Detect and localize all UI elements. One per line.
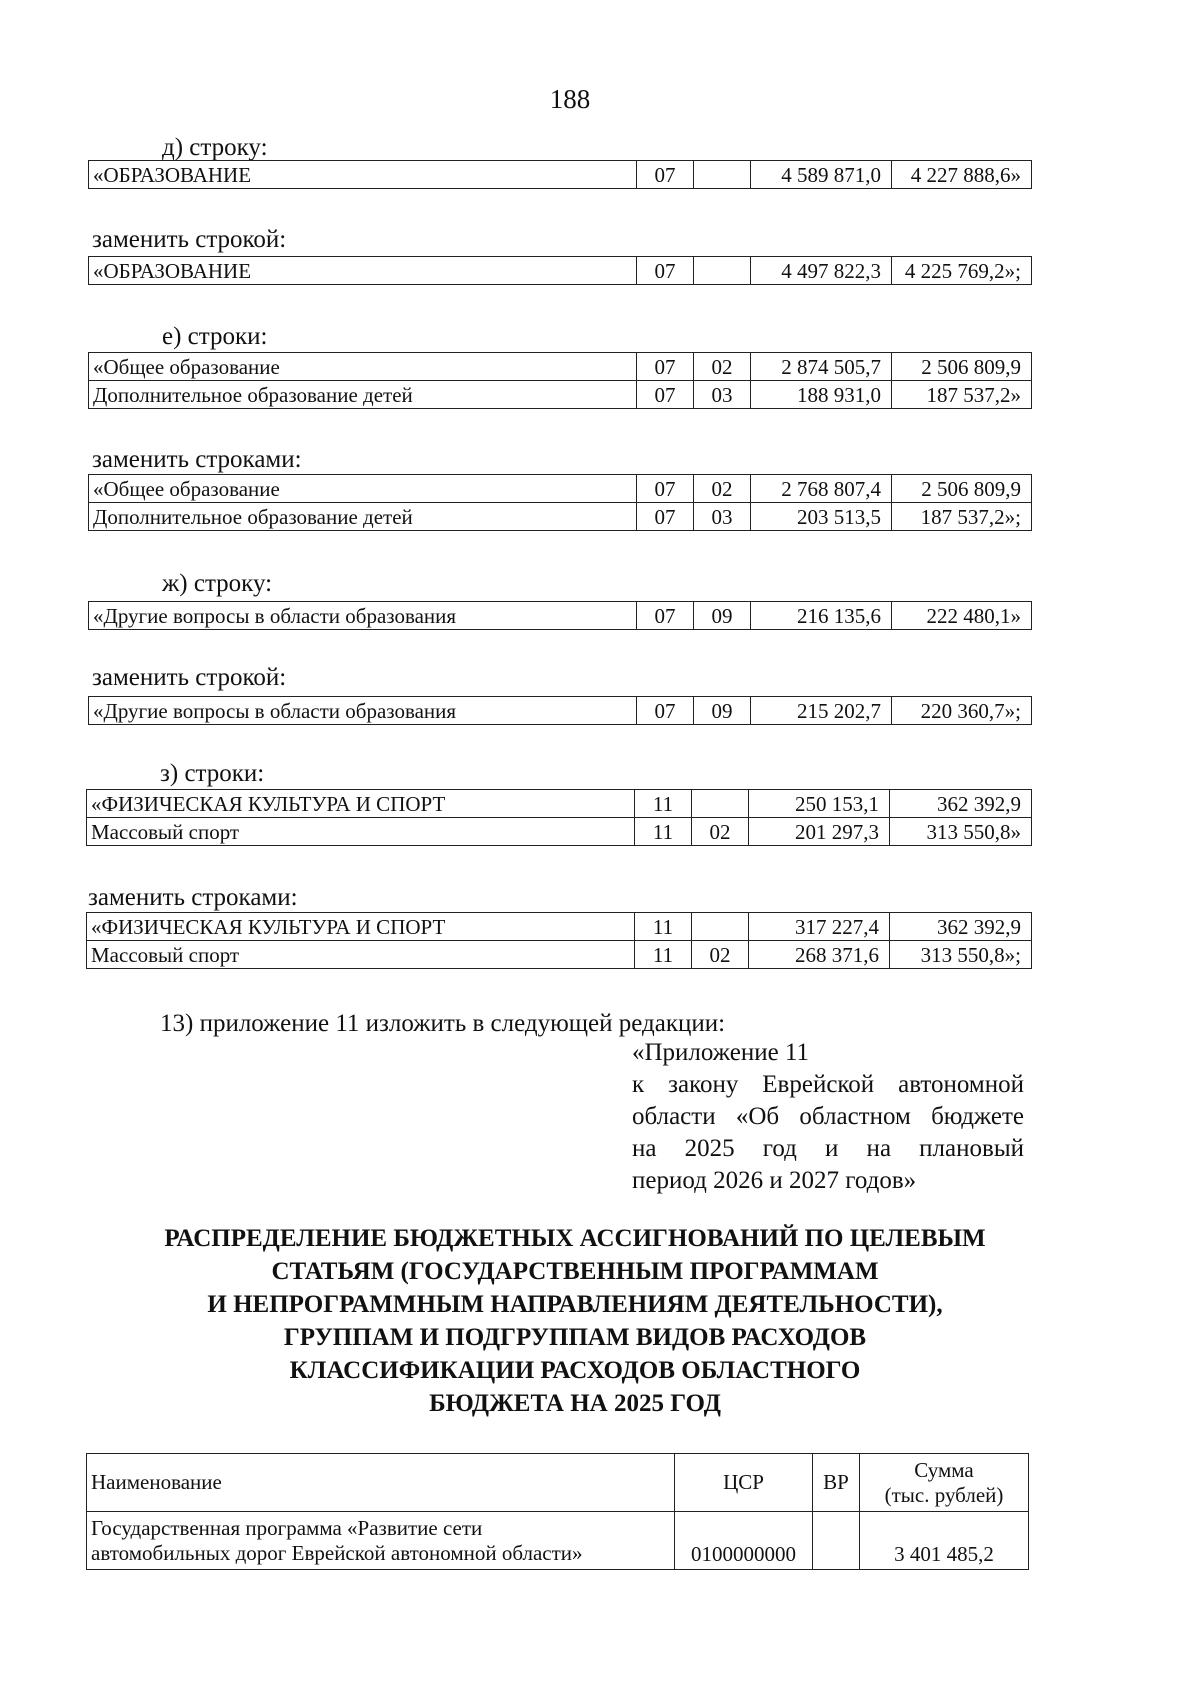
table-row [87,913,1032,941]
amendment-table [88,256,1032,285]
paragraph-13: 13) приложение 11 изложить в следующей редакции: [160,1010,726,1037]
row-subsection-code: 03 [694,503,751,531]
row-amount-2027: 222 480,1» [892,602,1032,630]
table-row [89,161,1032,189]
table-row [89,602,1032,630]
row-amount-2026: 201 297,3 [749,818,890,846]
row-amount-2027: 313 550,8»; [890,941,1032,969]
section-label: заменить строкой: [92,664,287,691]
row-amount-2026: 317 227,4 [749,913,890,941]
header-sum [860,1454,1029,1512]
table-row [89,381,1032,409]
row-name: «ФИЗИЧЕСКАЯ КУЛЬТУРА И СПОРТ [87,790,635,818]
page-number: 188 [549,84,591,114]
row-name: «Общее образование [89,475,637,503]
row-amount-2027: 2 506 809,9 [892,353,1032,381]
row-amount-2026: 203 513,5 [751,503,892,531]
annex-line: период 2026 и 2027 годов» [632,1167,917,1194]
row-section-code: 07 [637,257,694,285]
table-header-row [87,1454,1029,1512]
row-amount-2027: 187 537,2»; [892,503,1032,531]
annex-line: области «Об областном бюджете [632,1103,1024,1130]
row-name [87,1512,675,1570]
title-line: КЛАССИФИКАЦИИ РАСХОДОВ ОБЛАСТНОГО [289,1357,861,1384]
table-row [87,941,1032,969]
section-label: заменить строками: [92,446,302,473]
row-vr [813,1512,860,1570]
title-line: РАСПРЕДЕЛЕНИЕ БЮДЖЕТНЫХ АССИГНОВАНИЙ ПО ЦЕЛЕВЫМ [164,1225,986,1252]
row-subsection-code: 09 [694,697,751,725]
row-section-code: 11 [635,790,692,818]
document-title [80,1222,1070,1420]
row-amount-2027: 220 360,7»; [892,697,1032,725]
title-line: СТАТЬЯМ (ГОСУДАРСТВЕННЫМ ПРОГРАММАМ [271,1258,879,1285]
row-amount-2027: 362 392,9 [890,790,1032,818]
table-row [87,818,1032,846]
row-amount-2026: 216 135,6 [751,602,892,630]
title-line: ГРУППАМ И ПОДГРУППАМ ВИДОВ РАСХОДОВ [283,1324,867,1351]
header-name: Наименование [87,1454,675,1512]
budget-table [86,1453,1029,1570]
row-amount-2026: 250 153,1 [749,790,890,818]
row-name: «ОБРАЗОВАНИЕ [89,161,637,189]
row-sum: 3 401 485,2 [860,1512,1029,1570]
annex-line: «Приложение 11 [632,1039,810,1066]
row-name-line2: автомобильных дорог Еврейской автономной области» [91,1540,583,1565]
annex-line: на 2025 год и на плановый [632,1135,1024,1162]
table-row [87,790,1032,818]
row-name: «Другие вопросы в области образования [89,602,637,630]
row-name: Дополнительное образование детей [89,503,637,531]
row-amount-2027: 362 392,9 [890,913,1032,941]
row-name: «ФИЗИЧЕСКАЯ КУЛЬТУРА И СПОРТ [87,913,635,941]
row-section-code: 07 [637,353,694,381]
amendment-table [88,696,1032,725]
row-csr: 0100000000 [675,1512,813,1570]
row-name: Массовый спорт [87,941,635,969]
section-label: д) строку: [162,134,268,161]
annex-line: к закону Еврейской автономной [632,1071,1024,1098]
table-row [89,353,1032,381]
row-section-code: 07 [637,503,694,531]
amendment-table [86,912,1032,969]
amendment-table [88,474,1032,531]
row-subsection-code [694,257,751,285]
row-subsection-code: 02 [694,353,751,381]
section-label: е) строки: [162,323,268,350]
row-subsection-code [692,913,749,941]
section-label: з) строки: [160,760,265,787]
row-name: Массовый спорт [87,818,635,846]
section-label: ж) строку: [162,570,273,597]
header-csr: ЦСР [675,1454,813,1512]
annex-reference [632,1037,1024,1197]
table-row [89,697,1032,725]
row-name: «Другие вопросы в области образования [89,697,637,725]
header-sum-line1: Сумма [914,1457,974,1482]
row-name: «ОБРАЗОВАНИЕ [89,257,637,285]
row-subsection-code [694,161,751,189]
row-section-code: 07 [637,697,694,725]
header-sum-line2: (тыс. рублей) [884,1482,1004,1507]
row-subsection-code: 09 [694,602,751,630]
title-line: БЮДЖЕТА НА 2025 ГОД [429,1390,721,1417]
row-amount-2027: 4 227 888,6» [892,161,1032,189]
row-subsection-code: 02 [692,941,749,969]
title-line: И НЕПРОГРАММНЫМ НАПРАВЛЕНИЯМ ДЕЯТЕЛЬНОСТИ), [207,1291,943,1318]
row-subsection-code [692,790,749,818]
row-amount-2027: 4 225 769,2»; [892,257,1032,285]
section-label: заменить строками: [88,884,298,911]
row-amount-2026: 188 931,0 [751,381,892,409]
row-amount-2027: 2 506 809,9 [892,475,1032,503]
header-vr: ВР [813,1454,860,1512]
table-row [89,503,1032,531]
row-amount-2027: 187 537,2» [892,381,1032,409]
amendment-table [88,160,1032,189]
row-section-code: 07 [637,602,694,630]
row-section-code: 07 [637,161,694,189]
amendment-table [88,601,1032,630]
table-row [87,1512,1029,1570]
row-subsection-code: 02 [692,818,749,846]
row-subsection-code: 03 [694,381,751,409]
row-amount-2026: 2 874 505,7 [751,353,892,381]
row-section-code: 11 [635,818,692,846]
amendment-table [86,789,1032,846]
row-subsection-code: 02 [694,475,751,503]
amendment-table [88,352,1032,409]
row-amount-2027: 313 550,8» [890,818,1032,846]
section-label: заменить строкой: [92,226,287,253]
row-amount-2026: 4 589 871,0 [751,161,892,189]
row-amount-2026: 4 497 822,3 [751,257,892,285]
row-name: Дополнительное образование детей [89,381,637,409]
table-row [89,475,1032,503]
row-amount-2026: 268 371,6 [749,941,890,969]
row-section-code: 07 [637,475,694,503]
row-section-code: 11 [635,941,692,969]
row-name: «Общее образование [89,353,637,381]
row-section-code: 11 [635,913,692,941]
row-section-code: 07 [637,381,694,409]
table-row [89,257,1032,285]
row-amount-2026: 215 202,7 [751,697,892,725]
row-amount-2026: 2 768 807,4 [751,475,892,503]
row-name-line1: Государственная программа «Развитие сети [91,1515,483,1540]
